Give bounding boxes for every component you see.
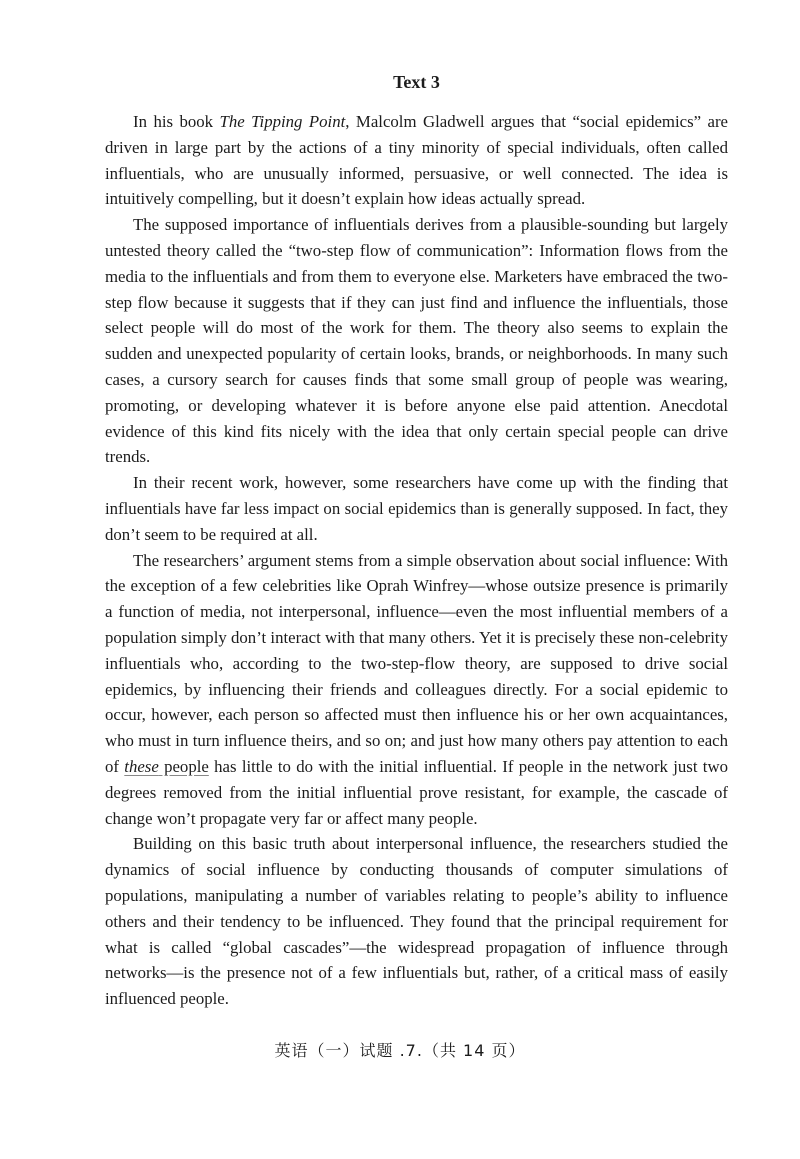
underlined-people: people [158,756,209,776]
paragraph-1-body: , Malcolm Gladwell argues that “social epidemics” are driven in large part by the actions of a tiny minority of special individuals, often called influentials, who are unusually informed, persuasive, or well connected. The idea is intuitively compelling, but it doesn’t explain how ideas actually spread. [105,112,728,209]
paragraph-4-end: has little to do with the initial influential. If people in the network just two degrees removed from the initial influential prove resistant, for example, the cascade of change won’t propagate very far or affect many people. [105,756,728,828]
text-title: Text 3 [393,72,440,92]
paragraph-1 [105,109,728,212]
exam-text-page [105,70,728,1012]
page-footer: 英语（一）试题 .7.（共 14 页） [274,1041,526,1060]
underlined-phrase [124,757,209,776]
paragraph-5: Building on this basic truth about interpersonal influence, the researchers studied the dynamics of social influence by conducting thousands of computer simulations of populations, manipulating a number of variables relating to people’s ability to influence others and their tendency to be influenced. They found that the principal requirement for what is called “global cascades”—the widespread propagation of influence through networks—is the presence not of a few influentials but, rather, of a critical mass of easily influenced people. [105,834,728,1009]
paragraph-1-intro: In his book [133,112,220,131]
paragraph-3: In their recent work, however, some researchers have come up with the finding that influentials have far less impact on social epidemics than is generally supposed. In fact, they don’t seem to be required at all. [105,473,728,544]
paragraph-4-start: The researchers’ argument stems from a simple observation about social influence: With the exception of a few celebrities like Oprah Winfrey—whose outsize presence is primarily a function of media, not interpersonal, influence—even the most influential members of a population simply don’t interact with that many others. Yet it is precisely these non-celebrity influentials who, according to the two-step-flow theory, are supposed to drive social epidemics, by influencing their friends and colleagues directly. For a social epidemic to occur, however, each person so affected must then influence his or her own acquaintances, who must in turn influence theirs, and so on; and just how many others pay attention to each of [105,550,728,776]
paragraph-2: The supposed importance of influentials derives from a plausible-sounding but largely untested theory called the “two-step flow of communication”: Information flows from the media to the influentials and from them to everyone else. Marketers have embraced the two-step flow because it suggests that if they can just find and influence the influentials, those select people will do most of the work for them. The theory also seems to explain the sudden and unexpected popularity of certain looks, brands, or neighborhoods. In many such cases, a cursory search for causes finds that some small group of people was wearing, promoting, or developing whatever it is before anyone else paid attention. Anecdotal evidence of this kind fits nicely with the idea that only certain special people can drive trends. [105,215,728,467]
paragraph-4 [105,548,728,832]
book-title: The Tipping Point [219,112,346,131]
emphasized-these: these [124,756,159,776]
